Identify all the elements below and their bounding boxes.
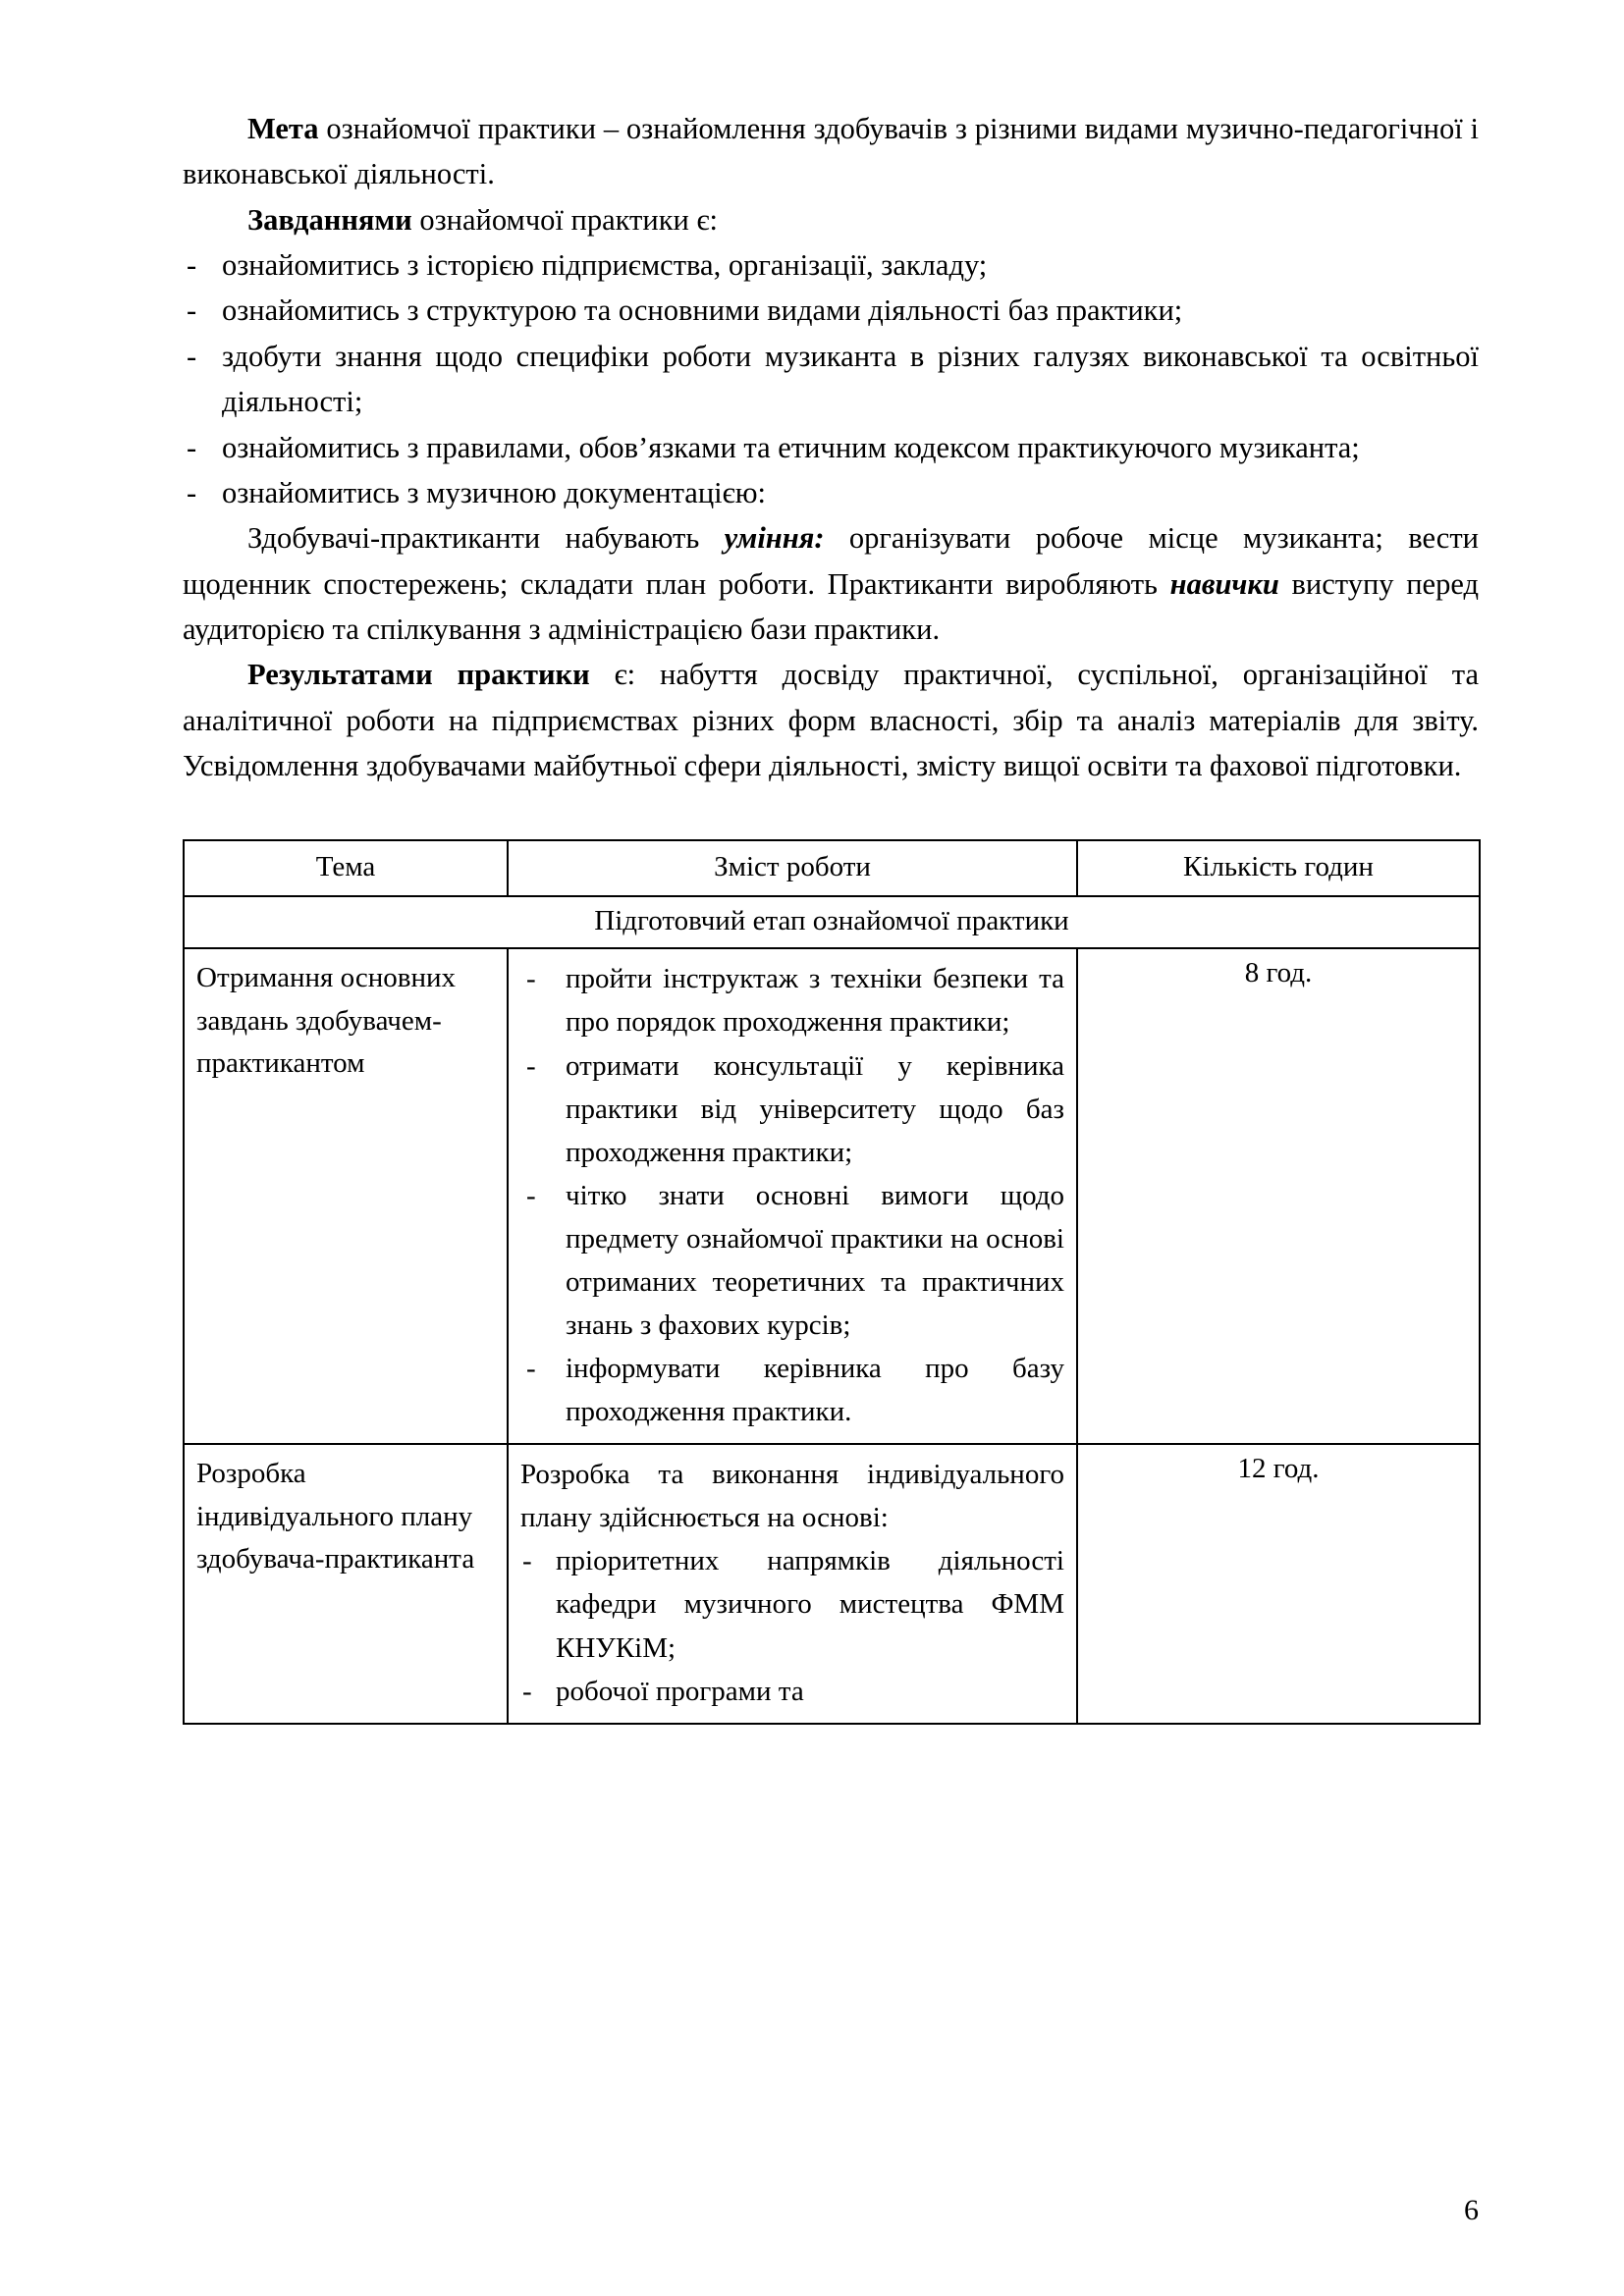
- table-head: [184, 840, 1480, 896]
- list-item: - робочої програми та: [520, 1670, 1064, 1713]
- content-list: [520, 1539, 1064, 1712]
- list-item: - інформувати керівника про базу проходження практики.: [520, 1347, 1064, 1433]
- tasks-label: Завданнями: [247, 202, 412, 237]
- results-text: є: набуття досвіду практичної, суспільної, організаційної та аналітичної роботи на підприємствах різних форм власності, збір та аналіз матеріалів для звіту. Усвідомлення здобувачами майбутньої сфери діяльності, змісту вищої освіти та фахової підготовки.: [183, 658, 1480, 783]
- column-header-content: Зміст роботи: [508, 840, 1077, 896]
- skills-paragraph: [183, 515, 1479, 652]
- skills-text-part2: організувати робоче місце музиканта; вести щоденник спостережень; складати план роботи. Практиканти виробляють: [183, 521, 1479, 601]
- list-item: - ознайомитись з історією підприємства, організації, закладу;: [183, 242, 1479, 288]
- table-body: [184, 896, 1480, 1723]
- skills-emphasis-navychky: навички: [1169, 566, 1279, 601]
- cell-hours: 8 год.: [1077, 948, 1480, 1444]
- section-title: Підготовчий етап ознайомчої практики: [184, 896, 1480, 948]
- list-item: - ознайомитись з правилами, обов’язками та етичним кодексом практикуючого музиканта;: [183, 425, 1479, 470]
- table-row: [184, 948, 1480, 1444]
- cell-theme: Розробка індивідуального плану здобувача-практиканта: [184, 1444, 508, 1723]
- content-lead: Розробка та виконання індивідуального плану здійснюється на основі:: [520, 1459, 1064, 1534]
- practice-program-table: [183, 839, 1481, 1724]
- page-number: 6: [1464, 2194, 1479, 2226]
- intro-section: [183, 106, 1479, 788]
- content-list: [520, 957, 1064, 1433]
- list-item: - отримати консультації у керівника практики від університету щодо баз проходження практики;: [520, 1044, 1064, 1174]
- cell-theme: Отримання основних завдань здобувачем-практикантом: [184, 948, 508, 1444]
- results-label: Результатами практики: [247, 658, 590, 692]
- list-item: - пріоритетних напрямків діяльності кафедри музичного мистецтва ФММ КНУКіМ;: [520, 1539, 1064, 1669]
- tasks-list: [183, 242, 1479, 515]
- list-item: - ознайомитись з структурою та основними видами діяльності баз практики;: [183, 288, 1479, 333]
- list-item: - пройти інструктаж з техніки безпеки та про порядок проходження практики;: [520, 957, 1064, 1043]
- table-spacer: [183, 788, 1479, 839]
- cell-content: [508, 948, 1077, 1444]
- list-item: - ознайомитись з музичною документацією:: [183, 470, 1479, 515]
- tasks-text: ознайомчої практики є:: [411, 202, 719, 237]
- tasks-paragraph: [183, 197, 1479, 242]
- goal-label: Мета: [247, 112, 319, 145]
- table-section-row: [184, 896, 1480, 948]
- table-header-row: [184, 840, 1480, 896]
- skills-text-part3: виступу перед аудиторією та спілкування з адміністрацією бази практики.: [183, 566, 1479, 646]
- column-header-hours: Кількість годин: [1077, 840, 1480, 896]
- cell-hours: 12 год.: [1077, 1444, 1480, 1723]
- skills-emphasis-uminnya: уміння:: [724, 521, 825, 556]
- table-row: [184, 1444, 1480, 1723]
- goal-text: ознайомчої практики – ознайомлення здобувачів з різними видами музично-педагогічної і виконавської діяльності.: [183, 112, 1479, 191]
- column-header-theme: Тема: [184, 840, 508, 896]
- list-item: - чітко знати основні вимоги щодо предмету ознайомчої практики на основі отриманих теоретичних та практичних знань з фахових курсів;: [520, 1174, 1064, 1347]
- goal-paragraph: [183, 106, 1479, 197]
- skills-text-part1: Здобувачі-практиканти набувають: [247, 521, 725, 556]
- results-paragraph: [183, 652, 1479, 788]
- list-item: - здобути знання щодо специфіки роботи музиканта в різних галузях виконавської та освітньої діяльності;: [183, 334, 1479, 425]
- cell-content: [508, 1444, 1077, 1723]
